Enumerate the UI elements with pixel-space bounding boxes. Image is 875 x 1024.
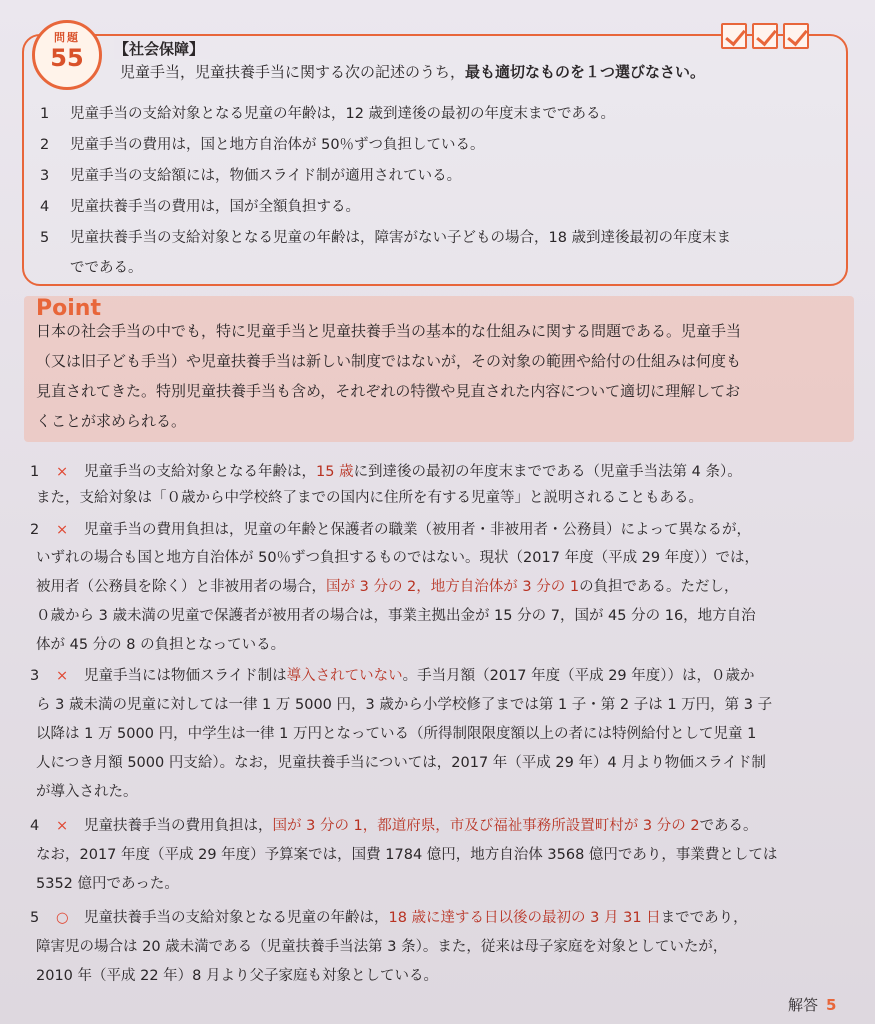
answer-number: 1 <box>30 464 40 480</box>
answer-1-line-2: また，支給対象は「０歳から中学校終了までの国内に住所を有する児童等」と説明されることもある。 <box>36 490 703 506</box>
answer-highlight: 国が 3 分の 1，都道府県，市及び福祉事務所設置町村が 3 分の 2 <box>272 818 700 834</box>
option-number: 3 <box>40 168 50 184</box>
option-3 <box>40 164 461 185</box>
answer-3-line-1 <box>30 664 755 685</box>
answer-text: 児童手当の費用負担は，児童の年齢と保護者の職業（被用者・非被用者・公務員）によって異なるが， <box>84 522 751 538</box>
answer-3-line-2: ら 3 歳未満の児童に対しては一律 1 万 5000 円，3 歳から小学校修了までは第 1 子・第 2 子は 1 万円，第 3 子 <box>36 697 773 713</box>
answer-text: 。手当月額（2017 年度（平成 29 年度））は，０歳か <box>402 668 755 684</box>
answer-3-line-5: が導入された。 <box>36 784 138 800</box>
option-5 <box>40 226 731 247</box>
point-line-3: 見直されてきた。特別児童扶養手当も含め，それぞれの特徴や見直された内容について適切に理解してお <box>36 382 741 400</box>
option-5-continued: でである。 <box>70 260 143 276</box>
answer-text: 児童扶養手当の支給対象となる児童の年齢は， <box>84 910 389 926</box>
point-line-4: くことが求められる。 <box>36 412 187 430</box>
point-title: Point <box>36 296 101 321</box>
question-category: 【社会保障】 <box>114 38 210 59</box>
answer-3-line-3: 以降は 1 万 5000 円，中学生は一律 1 万円となっている（所得制限限度額以上の者には特例給付として児童 1 <box>36 726 757 742</box>
option-number: 2 <box>40 137 50 153</box>
answer-5-line-2: 障害児の場合は 20 歳未満である（児童扶養手当法第 3 条）。また，従来は母子家庭を対象としていたが， <box>36 939 728 955</box>
option-number: 5 <box>40 230 50 246</box>
stem-text: 児童手当，児童扶養手当に関する次の記述のうち， <box>120 63 466 81</box>
answer-text: までであり， <box>660 910 748 926</box>
check-box-1[interactable] <box>721 23 747 49</box>
option-text: 児童手当の支給額には，物価スライド制が適用されている。 <box>70 168 462 184</box>
answer-2-line-5: 体が 45 分の 8 の負担となっている。 <box>36 637 286 653</box>
option-text: 児童扶養手当の支給対象となる児童の年齢は，障害がない子どもの場合，18 歳到達後最初の年度末ま <box>70 230 732 246</box>
answer-number: 5 <box>30 910 40 926</box>
answer-highlight: 国が 3 分の 2，地方自治体が 3 分の 1 <box>326 579 580 595</box>
answer-2-line-1 <box>30 518 751 539</box>
answer-text: の負担である。ただし， <box>579 579 739 595</box>
answer-number: 2 <box>30 522 40 538</box>
answer-text: 児童手当の支給対象となる年齢は， <box>84 464 316 480</box>
answer-2-line-3 <box>36 575 739 596</box>
badge-label: 問題 <box>54 31 80 44</box>
point-line-2: （又は旧子ども手当）や児童扶養手当は新しい制度ではないが，その対象の範囲や給付の仕組みは何度も <box>36 352 742 370</box>
answer-text: に到達後の最初の年度末までである（児童手当法第 4 条）。 <box>353 464 742 480</box>
answer-4-line-1 <box>30 814 758 835</box>
answer-4-line-2: なお，2017 年度（平成 29 年度）予算案では，国費 1784 億円，地方自治体 3568 億円であり，事業費としては <box>36 847 778 863</box>
option-number: 1 <box>40 106 50 122</box>
question-stem <box>120 61 705 82</box>
footer-label: 解答 <box>788 996 819 1014</box>
answer-text: 被用者（公務員を除く）と非被用者の場合， <box>36 579 326 595</box>
stem-emphasis: 最も適切なものを１つ選びなさい。 <box>465 63 706 81</box>
incorrect-mark-icon: × <box>56 464 69 480</box>
correct-mark-icon: ○ <box>56 910 69 926</box>
answer-1-line-1 <box>30 460 742 481</box>
answer-text: である。 <box>699 818 758 834</box>
check-box-3[interactable] <box>783 23 809 49</box>
option-text: 児童手当の支給対象となる児童の年齢は，12 歳到達後の最初の年度末までである。 <box>70 106 616 122</box>
answer-highlight: 15 歳 <box>316 464 354 480</box>
option-2 <box>40 133 485 154</box>
answer-2-line-2: いずれの場合も国と地方自治体が 50％ずつ負担するものではない。現状（2017 年度（平成 29 年度））では， <box>36 550 759 566</box>
question-number-badge <box>32 20 102 90</box>
answer-4-line-3: 5352 億円であった。 <box>36 876 179 892</box>
question-number: 55 <box>50 44 84 72</box>
option-text: 児童扶養手当の費用は，国が全額負担する。 <box>70 199 360 215</box>
option-text: 児童手当の費用は，国と地方自治体が 50％ずつ負担している。 <box>70 137 485 153</box>
page-number: 5 <box>826 996 837 1014</box>
answer-highlight: 導入されていない <box>286 668 403 684</box>
answer-2-line-4: ０歳から 3 歳未満の児童で保護者が被用者の場合は，事業主拠出金が 15 分の 7，国が 45 分の 16，地方自治 <box>36 608 756 624</box>
option-4 <box>40 195 360 216</box>
check-box-2[interactable] <box>752 23 778 49</box>
answer-5-line-3: 2010 年（平成 22 年）8 月より父子家庭も対象としている。 <box>36 968 439 984</box>
answer-3-line-4: 人につき月額 5000 円支給）。なお，児童扶養手当については，2017 年（平成 29 年）4 月より物価スライド制 <box>36 755 766 771</box>
answer-text: 児童手当には物価スライド制は <box>84 668 287 684</box>
answer-text: 児童扶養手当の費用負担は， <box>84 818 273 834</box>
answer-highlight: 18 歳に達する日以後の最初の 3 月 31 日 <box>388 910 661 926</box>
incorrect-mark-icon: × <box>56 522 69 538</box>
option-number: 4 <box>40 199 50 215</box>
answer-5-line-1 <box>30 906 748 927</box>
answer-number: 3 <box>30 668 40 684</box>
option-1 <box>40 102 615 123</box>
incorrect-mark-icon: × <box>56 668 69 684</box>
point-line-1: 日本の社会手当の中でも，特に児童手当と児童扶養手当の基本的な仕組みに関する問題である。児童手当 <box>36 322 742 340</box>
review-checkboxes <box>721 23 809 49</box>
page-footer <box>788 994 836 1015</box>
answer-number: 4 <box>30 818 40 834</box>
incorrect-mark-icon: × <box>56 818 69 834</box>
